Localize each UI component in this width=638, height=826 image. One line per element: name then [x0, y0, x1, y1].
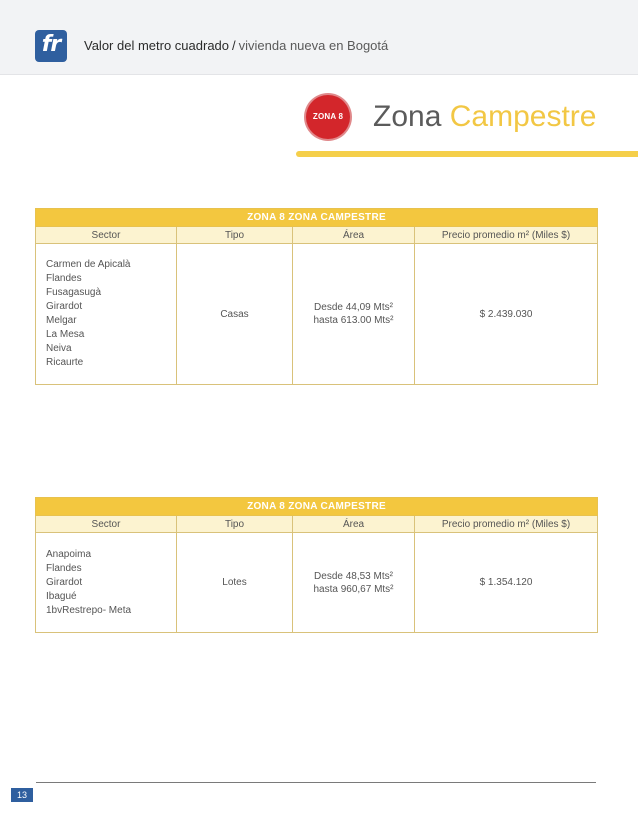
table-row: [36, 244, 598, 385]
area-cell: [293, 533, 415, 633]
area-to: hasta 960,67 Mts²: [313, 583, 394, 595]
sector-item: Ricaurte: [46, 357, 84, 368]
column-header-precio: Precio promedio m² (Miles $): [415, 227, 598, 244]
table-caption: ZONA 8 ZONA CAMPESTRE: [36, 498, 598, 516]
fr-logo: fr: [35, 30, 67, 62]
area-from: Desde 44,09 Mts²: [314, 302, 393, 313]
table-caption: ZONA 8 ZONA CAMPESTRE: [36, 209, 598, 227]
header-title: [84, 38, 388, 53]
column-header-precio: Precio promedio m² (Miles $): [415, 516, 598, 533]
column-header-tipo: Tipo: [177, 516, 293, 533]
column-header-area: Área: [293, 227, 415, 244]
sector-item: Flandes: [46, 562, 82, 574]
sector-item: Ibagué: [46, 590, 77, 602]
sector-item: Fusagasugà: [46, 287, 102, 298]
header-title-sub: vivienda nueva en Bogotá: [238, 38, 389, 53]
precio-cell: $ 1.354.120: [415, 533, 598, 633]
area-to: hasta 613.00 Mts²: [313, 315, 394, 326]
zone-badge: ZONA 8: [306, 95, 350, 139]
tipo-cell: Lotes: [177, 533, 293, 633]
tipo-cell: Casas: [177, 244, 293, 385]
column-header-sector: Sector: [36, 227, 177, 244]
sector-item: Melgar: [46, 315, 77, 326]
zone-title-underline: [296, 151, 638, 157]
footer-divider: [36, 782, 596, 783]
sector-item: Girardot: [46, 576, 83, 588]
header-title-main: Valor del metro cuadrado: [84, 38, 230, 53]
price-table-casas: [35, 208, 598, 385]
page-header: [0, 0, 638, 75]
area-cell: [293, 244, 415, 385]
zone-title-word2: Campestre: [449, 100, 597, 133]
precio-cell: $ 2.439.030: [415, 244, 598, 385]
sector-item: La Mesa: [46, 329, 85, 340]
column-header-sector: Sector: [36, 516, 177, 533]
column-header-tipo: Tipo: [177, 227, 293, 244]
sector-item: 1bvRestrepo- Meta: [46, 604, 132, 616]
table-row: [36, 533, 598, 633]
sector-item: Flandes: [46, 273, 82, 284]
sector-list: [36, 533, 177, 633]
sector-item: Carmen de Apicalà: [46, 259, 131, 270]
column-header-area: Área: [293, 516, 415, 533]
sector-list: [36, 244, 177, 385]
sector-item: Neiva: [46, 343, 72, 354]
sector-item: Anapoima: [46, 548, 92, 560]
price-table-lotes: [35, 497, 598, 633]
header-title-separator: /: [232, 38, 236, 53]
zone-title-word1: Zona: [373, 100, 442, 133]
sector-item: Girardot: [46, 301, 83, 312]
area-from: Desde 48,53 Mts²: [314, 570, 393, 582]
zone-title: [373, 100, 596, 134]
page-number: 13: [11, 788, 33, 802]
